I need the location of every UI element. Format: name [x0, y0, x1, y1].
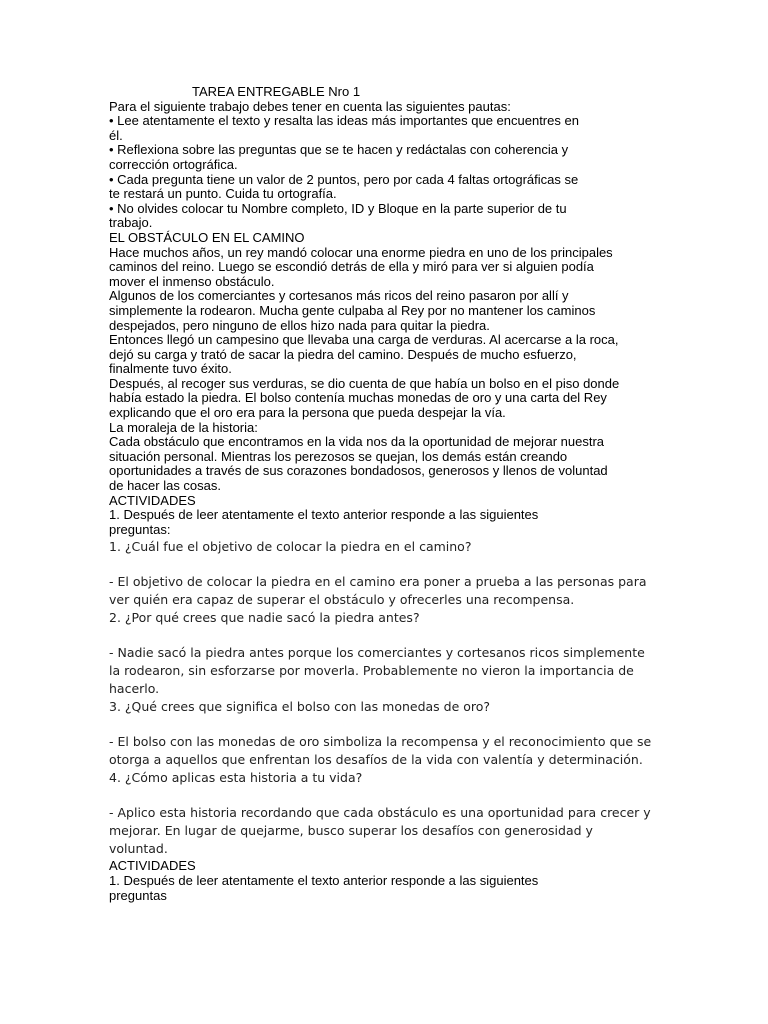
text-line: 1. Después de leer atentamente el texto anterior responde a las siguientes [109, 507, 539, 523]
answer-line: - El bolso con las monedas de oro simboliza la recompensa y el reconocimiento que se [109, 734, 652, 750]
answers-section [109, 538, 669, 858]
text-line: de hacer las cosas. [109, 478, 222, 494]
text-line: • Cada pregunta tiene un valor de 2 puntos, pero por cada 4 faltas ortográficas se [109, 171, 579, 187]
text-line: trabajo. [109, 215, 153, 231]
document-page [109, 85, 669, 903]
text-line: Algunos de los comerciantes y cortesanos más ricos del reino pasaron por allí y [109, 288, 569, 304]
question-line: 3. ¿Qué crees que significa el bolso con las monedas de oro? [109, 699, 491, 715]
question-line: 1. ¿Cuál fue el objetivo de colocar la piedra en el camino? [109, 539, 472, 555]
text-line: • No olvides colocar tu Nombre completo, ID y Bloque en la parte superior de tu [109, 200, 567, 216]
text-line: Después, al recoger sus verduras, se dio cuenta de que había un bolso en el piso donde [109, 375, 620, 391]
text-line: él. [109, 127, 123, 143]
activities-heading: ACTIVIDADES [109, 858, 196, 874]
text-line: había estado la piedra. El bolso contenía muchas monedas de oro y una carta del Rey [109, 390, 607, 406]
text-line: simplemente la rodearon. Mucha gente culpaba al Rey por no mantener los caminos [109, 302, 596, 318]
blank-line [109, 556, 669, 573]
text-line: preguntas: [109, 521, 171, 537]
text-line: te restará un punto. Cuida tu ortografía. [109, 186, 337, 202]
text-line: finalmente tuvo éxito. [109, 361, 232, 377]
answer-line: voluntad. [109, 841, 168, 857]
text-line: Hace muchos años, un rey mandó colocar una enorme piedra en uno de los principales [109, 244, 613, 260]
answer-line: mejorar. En lugar de quejarme, busco superar los desafíos con generosidad y [109, 823, 593, 839]
question-line: 4. ¿Cómo aplicas esta historia a tu vida? [109, 770, 363, 786]
text-line: caminos del reino. Luego se escondió detrás de ella y miró para ver si alguien podía [109, 259, 594, 275]
story-title: EL OBSTÁCULO EN EL CAMINO [109, 229, 305, 245]
instructions-and-story [109, 85, 669, 537]
activities-repeat [109, 859, 669, 903]
answer-line: - Aplico esta historia recordando que cada obstáculo es una oportunidad para crecer y [109, 805, 651, 821]
activities-heading: ACTIVIDADES [109, 492, 196, 508]
answer-line: otorga a aquellos que enfrentan los desafíos de la vida con valentía y determinación. [109, 752, 643, 768]
text-line: despejados, pero ninguno de ellos hizo nada para quitar la piedra. [109, 317, 490, 333]
text-line: explicando que el oro era para la persona que pueda despejar la vía. [109, 405, 506, 421]
text-line: situación personal. Mientras los perezosos se quejan, los demás están creando [109, 448, 568, 464]
text-line: Entonces llegó un campesino que llevaba una carga de verduras. Al acercarse a la roca, [109, 332, 619, 348]
text-line: Cada obstáculo que encontramos en la vida nos da la oportunidad de mejorar nuestra [109, 434, 605, 450]
text-line: mover el inmenso obstáculo. [109, 273, 275, 289]
blank-line [109, 716, 669, 733]
text-line: dejó su carga y trató de sacar la piedra del camino. Después de mucho esfuerzo, [109, 346, 577, 362]
text-line: 1. Después de leer atentamente el texto anterior responde a las siguientes [109, 873, 539, 888]
blank-line [109, 787, 669, 804]
text-line: oportunidades a través de sus corazones bondadosos, generosos y llenos de voluntad [109, 463, 608, 479]
moral-heading: La moraleja de la historia: [109, 419, 258, 435]
assignment-title: TAREA ENTREGABLE Nro 1 [192, 84, 361, 99]
text-line: preguntas [109, 887, 167, 903]
answer-line: - El objetivo de colocar la piedra en el camino era poner a prueba a las personas para [109, 574, 647, 590]
answer-line: ver quién era capaz de superar el obstáculo y ofrecerles una recompensa. [109, 592, 575, 608]
text-line: • Reflexiona sobre las preguntas que se te hacen y redáctalas con coherencia y [109, 142, 569, 158]
answer-line: - Nadie sacó la piedra antes porque los comerciantes y cortesanos ricos simplemente [109, 645, 645, 661]
text-line: • Lee atentamente el texto y resalta las ideas más importantes que encuentres en [109, 113, 579, 129]
text-line: corrección ortográfica. [109, 156, 238, 172]
blank-line [109, 627, 669, 644]
text-line: Para el siguiente trabajo debes tener en cuenta las siguientes pautas: [109, 98, 511, 114]
answer-line: hacerlo. [109, 681, 160, 697]
answer-line: la rodearon, sin esforzarse por moverla. Probablemente no vieron la importancia de [109, 663, 634, 679]
question-line: 2. ¿Por qué crees que nadie sacó la piedra antes? [109, 610, 420, 626]
